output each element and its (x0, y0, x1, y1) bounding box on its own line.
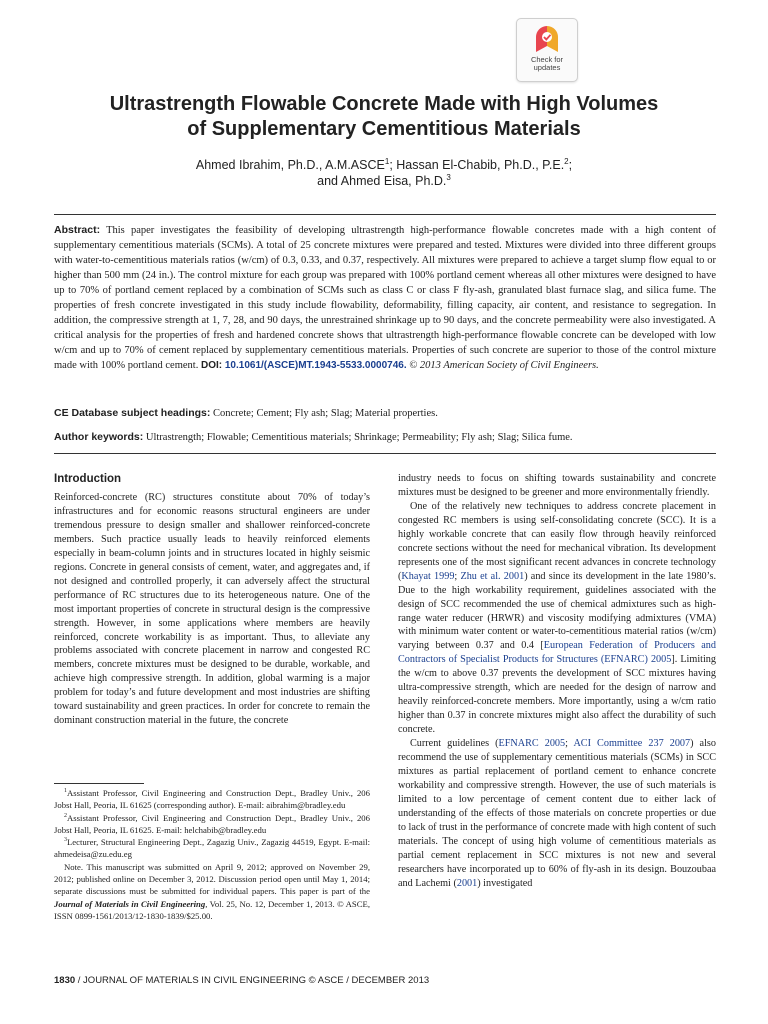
right-column (398, 472, 716, 891)
ref-bouzoubaa-2001[interactable]: 2001 (456, 877, 478, 889)
author-2: ; Hassan El-Chabib, Ph.D., P.E. (389, 158, 565, 172)
author-separator: ; (568, 158, 573, 172)
footnote-3 (54, 836, 370, 861)
author-1: Ahmed Ibrahim, Ph.D., A.M.ASCE (195, 158, 385, 172)
ref-efnarc-2005-full[interactable]: European Federation of Producers and Contractors of Specialist Products for Structures (EFNARC) 2005 (398, 640, 716, 666)
p2-text-c: ) and since its development in the late 1980’s. Due to the high workability requirement, guidelines associated with the design of SCC recommended the use of chemical admixtures such as high-range water reducer (HRWR) and viscosity modifying admixtures (VMA) with minimum water content or water-to-cementitious material ratios (w/cm) varying between 0.37 and 0.4 [ (398, 570, 716, 652)
ref-aci-237-2007[interactable]: ACI Committee 237 2007 (573, 738, 691, 750)
author-1-affil: 1 (384, 156, 390, 166)
paper-title (40, 92, 728, 142)
author-3-affil: 3 (446, 172, 451, 182)
footnote-2-mark: 2 (64, 812, 67, 819)
check-for-updates-badge[interactable] (516, 18, 578, 82)
footnote-3-mark: 3 (64, 837, 67, 844)
p3-text-c: ) also recommend the use of supplementary cementitious materials (SCMs) in SCC mixtures as partial replacement of portland cement to enhance concrete workability and compressive strength. However, the use of such materials is limited to a low percentage of cement content due to either lack of understanding of the effects of those materials on concrete properties or due to lack of trust in the performance of concrete made with high content of such materials. The concept of using high volume of cementitious materials as partial cement replacement in SCC mixtures is not new and several researchers have incorporated up to 60% of fly-ash in its design. Bouzoubaa and Lachemi ( (398, 738, 716, 889)
author-list (40, 157, 728, 189)
author-keywords-label: Author keywords: (54, 431, 144, 443)
abstract-bottom-rule (54, 453, 716, 454)
footnote-1-text: Assistant Professor, Civil Engineering and Construction Dept., Bradley Univ., 206 Jobst Hall, Peoria, IL 61625 (corresponding author). E-mail: aibrahim@bradley.edu (54, 788, 370, 811)
intro-paragraph-1-cont: industry needs to focus on shifting towards sustainability and concrete mixtures must be designed to be greener and more environmentally friendly. (398, 473, 716, 498)
ce-headings-text: Concrete; Cement; Fly ash; Slag; Material properties. (210, 408, 438, 419)
left-column (54, 491, 370, 728)
title-line2: of Supplementary Cementitious Materials (187, 118, 581, 140)
abstract-text: This paper investigates the feasibility of developing ultrastrength high-performance flowable concretes made with a high content of supplementary cementitious materials (SCMs). A total of 25 concrete mixtures were prepared and tested. Mixtures were divided into three different groups with water-to-cementitious materials ratios (w/cm) of 0.3, 0.33, and 0.37, respectively. All mixtures were prepared to achieve a target slump flow equal to or higher than 500 mm (24 in.). The control mixture for each group was prepared with 100% portland cement whereas all other mixtures were designed to have up to 70% of portland cement replaced by a combination of SCMs such as class C or class F fly-ash, granulated blast furnace slag, and silica fume. The properties of fresh concrete investigated in this study include flowability, deformability, filling capacity, air content, and resistance to segregation. In addition, the compressive strength at 1, 7, 28, and 90 days, the unrestrained shrinkage up to 90 days, and the concrete permeability were also investigated. A critical analysis for the properties of fresh and hardened concrete shows that ultrastrength high-performance flowable concrete can be developed with low w/cm and up to 70% of cement replaced by supplementary cementitious materials. Properties of such concrete are superior to those of the control mixture made with 100% portland cement. (54, 225, 716, 371)
abstract (54, 223, 716, 373)
author-keywords (54, 430, 716, 445)
page-footer (54, 975, 429, 986)
footnote-3-text: Lecturer, Structural Engineering Dept., Zagazig Univ., Zagazig 44519, Egypt. E-mail: ahmedeisa@zu.edu.eg (54, 837, 370, 860)
note-journal-name: Journal of Materials in Civil Engineering (54, 898, 206, 909)
author-keywords-text: Ultrastrength; Flowable; Cementitious materials; Shrinkage; Permeability; Fly ash; Slag; Silica fume. (143, 432, 573, 443)
footnote-rule (54, 783, 144, 784)
intro-paragraph-3 (398, 737, 716, 890)
ref-zhu-2001[interactable]: Zhu et al. 2001 (460, 570, 525, 582)
badge-line2: updates (533, 63, 561, 72)
abstract-top-rule (54, 214, 716, 215)
abstract-copyright: © 2013 American Society of Civil Engineers. (406, 360, 599, 371)
doi-label: DOI: (200, 360, 223, 371)
p2-text-d: ]. Limiting the w/cm to above 0.37 prevents the development of SCC mixtures having ultra-compressive strength, which are needed for the design of narrow and heavily reinforced-concrete members. More importantly, using a w/cm ratio higher than 0.37 in concrete mixtures might also affect the durability of such concrete. (398, 654, 716, 736)
footnote-1-mark: 1 (64, 788, 67, 795)
check-for-updates-icon (534, 24, 560, 54)
author-2-affil: 2 (564, 156, 569, 166)
p3-text-d: ) investigated (477, 877, 533, 889)
journal-footer-text: / JOURNAL OF MATERIALS IN CIVIL ENGINEERING © ASCE / DECEMBER 2013 (75, 975, 430, 986)
page-number: 1830 (54, 975, 76, 986)
doi-link[interactable]: 10.1061/(ASCE)MT.1943-5533.0000746. (222, 360, 407, 371)
author-line1 (40, 157, 728, 173)
intro-paragraph-2 (398, 500, 716, 737)
footnote-2 (54, 812, 370, 837)
footnotes (54, 787, 370, 922)
p2-text-a: One of the relatively new techniques to address concrete placement in congested RC members is using self-consolidating concrete (SCC). It is a highly workable concrete that can easily flow through heavily reinforced concrete sections without the need for mechanical vibration. Its development represents one of the most significant recent advances in concrete technology ( (398, 500, 716, 582)
p3-text-b: ; (565, 738, 574, 750)
badge-line1: Check for (530, 55, 564, 64)
p3-text-a: Current guidelines ( (410, 738, 499, 750)
footnote-2-text: Assistant Professor, Civil Engineering and Construction Dept., Bradley Univ., 206 Jobst Hall, Peoria, IL 61625. E-mail: helchabib@bradley.edu (54, 812, 370, 835)
ce-headings-label: CE Database subject headings: (54, 407, 211, 419)
p2-text-b: ; (454, 570, 461, 582)
title-line1: Ultrastrength Flowable Concrete Made with High Volumes (109, 93, 659, 115)
section-heading-introduction: Introduction (54, 473, 122, 485)
ref-khayat-1999[interactable]: Khayat 1999 (401, 570, 455, 582)
footnote-1 (54, 787, 370, 812)
note-text-a: Note. This manuscript was submitted on April 9, 2012; approved on November 29, 2012; published online on December 3, 2012. Discussion period open until May 1, 2014; separate discussions must be submitted for individual papers. This paper is part of the (54, 861, 370, 897)
submission-note (54, 861, 370, 922)
author-line2 (40, 173, 728, 189)
ref-efnarc-2005[interactable]: EFNARC 2005 (498, 738, 566, 750)
intro-paragraph-1: Reinforced-concrete (RC) structures constitute about 70% of today’s infrastructures and for economic reasons structural engineers are under tremendous pressure to design smaller and shallower reinforced-concrete members. Such practice usually leads to heavily reinforced elements especially in beam-column joints and in structures located in highly seismic regions. Concrete in general consists of cement, water, and aggregates and, if not designed and controlled properly, it can adversely affect the structural performance of RC structures due to its heterogeneous nature. One of the most important properties of concrete in structural design is the compressive strength. However, in some applications where members are heavily reinforced, concrete workability is as important. Thus, to alleviate any problems associated with concrete placement in narrow and congested RC members, concrete mixtures must be designed to be durable, workable, and achieve high compressive strength. In addition, global warming is a major problem for today’s and future development and most industries are shifting toward sustainability and green practices. In order for concrete to remain the dominant construction material in the future, the concrete (54, 492, 370, 727)
abstract-label: Abstract: (54, 224, 101, 236)
author-3: and Ahmed Eisa, Ph.D. (317, 174, 447, 188)
note-text-b: , Vol. 25, No. 12, December 1, 2013. © ASCE, ISSN 0899-1561/2013/12-1830-1839/$25.00. (54, 898, 371, 921)
ce-subject-headings (54, 406, 716, 421)
